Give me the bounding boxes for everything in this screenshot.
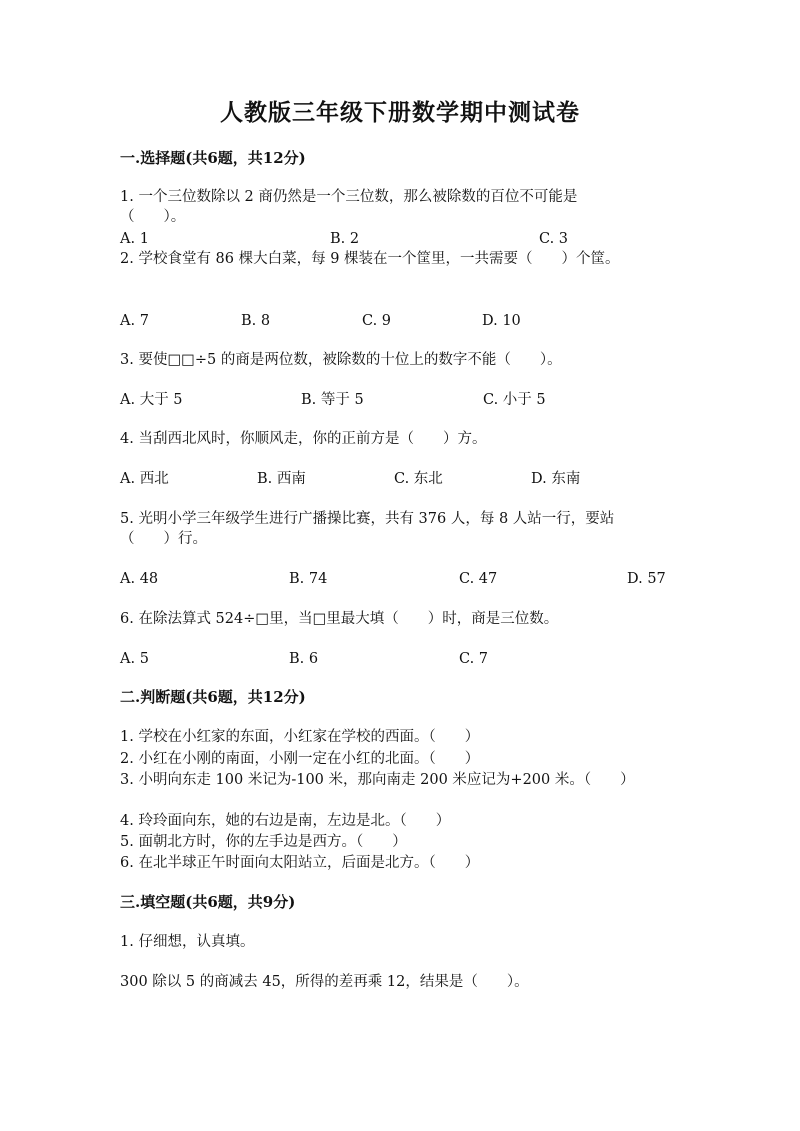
- fill-blank-item: 300 除以 5 的商减去 45，所得的差再乘 12，结果是（ ）。: [120, 974, 529, 990]
- question-5-line-2: （ ）行。: [120, 531, 207, 547]
- question-1-line-2: （ ）。: [120, 209, 186, 225]
- question-3-option-a: A. 大于 5: [120, 392, 183, 408]
- section-heading-judgement: 二.判断题(共6题，共12分): [120, 688, 306, 706]
- question-4-option-b: B. 西南: [257, 471, 306, 487]
- question-2-option-d: D. 10: [482, 313, 521, 329]
- judgement-item: 4. 玲玲面向东，她的右边是南，左边是北。（ ）: [120, 813, 451, 829]
- judgement-item: 6. 在北半球正午时面向太阳站立，后面是北方。（ ）: [120, 855, 480, 871]
- question-4-line-1: 4. 当刮西北风时，你顺风走，你的正前方是（ ）方。: [120, 431, 487, 447]
- question-4-option-d: D. 东南: [531, 471, 581, 487]
- fill-blank-item: 1. 仔细想，认真填。: [120, 934, 255, 950]
- judgement-item: 5. 面朝北方时，你的左手边是西方。（ ）: [120, 834, 407, 850]
- judgement-item: 2. 小红在小刚的南面，小刚一定在小红的北面。（ ）: [120, 751, 480, 767]
- judgement-item: 1. 学校在小红家的东面，小红家在学校的西面。（ ）: [120, 729, 480, 745]
- question-6-option-a: A. 5: [120, 651, 149, 667]
- judgement-item: 3. 小明向东走 100 米记为-100 米，那向南走 200 米应记为+200 米。（ ）: [120, 772, 635, 788]
- question-5-option-b: B. 74: [289, 571, 328, 587]
- question-5-option-d: D. 57: [627, 571, 666, 587]
- question-1-option-a: A. 1: [120, 231, 149, 247]
- question-3-line-1: 3. 要使□□÷5 的商是两位数，被除数的十位上的数字不能（ ）。: [120, 352, 562, 368]
- question-1-line-1: 1. 一个三位数除以 2 商仍然是一个三位数，那么被除数的百位不可能是: [120, 189, 578, 205]
- question-4-option-c: C. 东北: [394, 471, 443, 487]
- question-2-option-c: C. 9: [362, 313, 392, 329]
- question-2-line-1: 2. 学校食堂有 86 棵大白菜，每 9 棵装在一个筐里，一共需要（ ）个筐。: [120, 251, 620, 267]
- question-1-option-b: B. 2: [330, 231, 360, 247]
- question-3-option-c: C. 小于 5: [483, 392, 546, 408]
- page-title: 人教版三年级下册数学期中测试卷: [220, 99, 580, 126]
- question-4-option-a: A. 西北: [120, 471, 169, 487]
- section-heading-choice: 一.选择题(共6题，共12分): [120, 149, 306, 167]
- question-1-option-c: C. 3: [539, 231, 569, 247]
- question-2-option-b: B. 8: [241, 313, 271, 329]
- question-2-option-a: A. 7: [120, 313, 149, 329]
- question-6-line-1: 6. 在除法算式 524÷□里，当□里最大填（ ）时，商是三位数。: [120, 611, 559, 627]
- question-6-option-c: C. 7: [459, 651, 489, 667]
- section-heading-fill-blank: 三.填空题(共6题，共9分): [120, 893, 296, 911]
- question-5-option-c: C. 47: [459, 571, 498, 587]
- question-6-option-b: B. 6: [289, 651, 319, 667]
- question-5-option-a: A. 48: [120, 571, 159, 587]
- question-3-option-b: B. 等于 5: [301, 392, 364, 408]
- question-5-line-1: 5. 光明小学三年级学生进行广播操比赛，共有 376 人，每 8 人站一行，要站: [120, 511, 615, 527]
